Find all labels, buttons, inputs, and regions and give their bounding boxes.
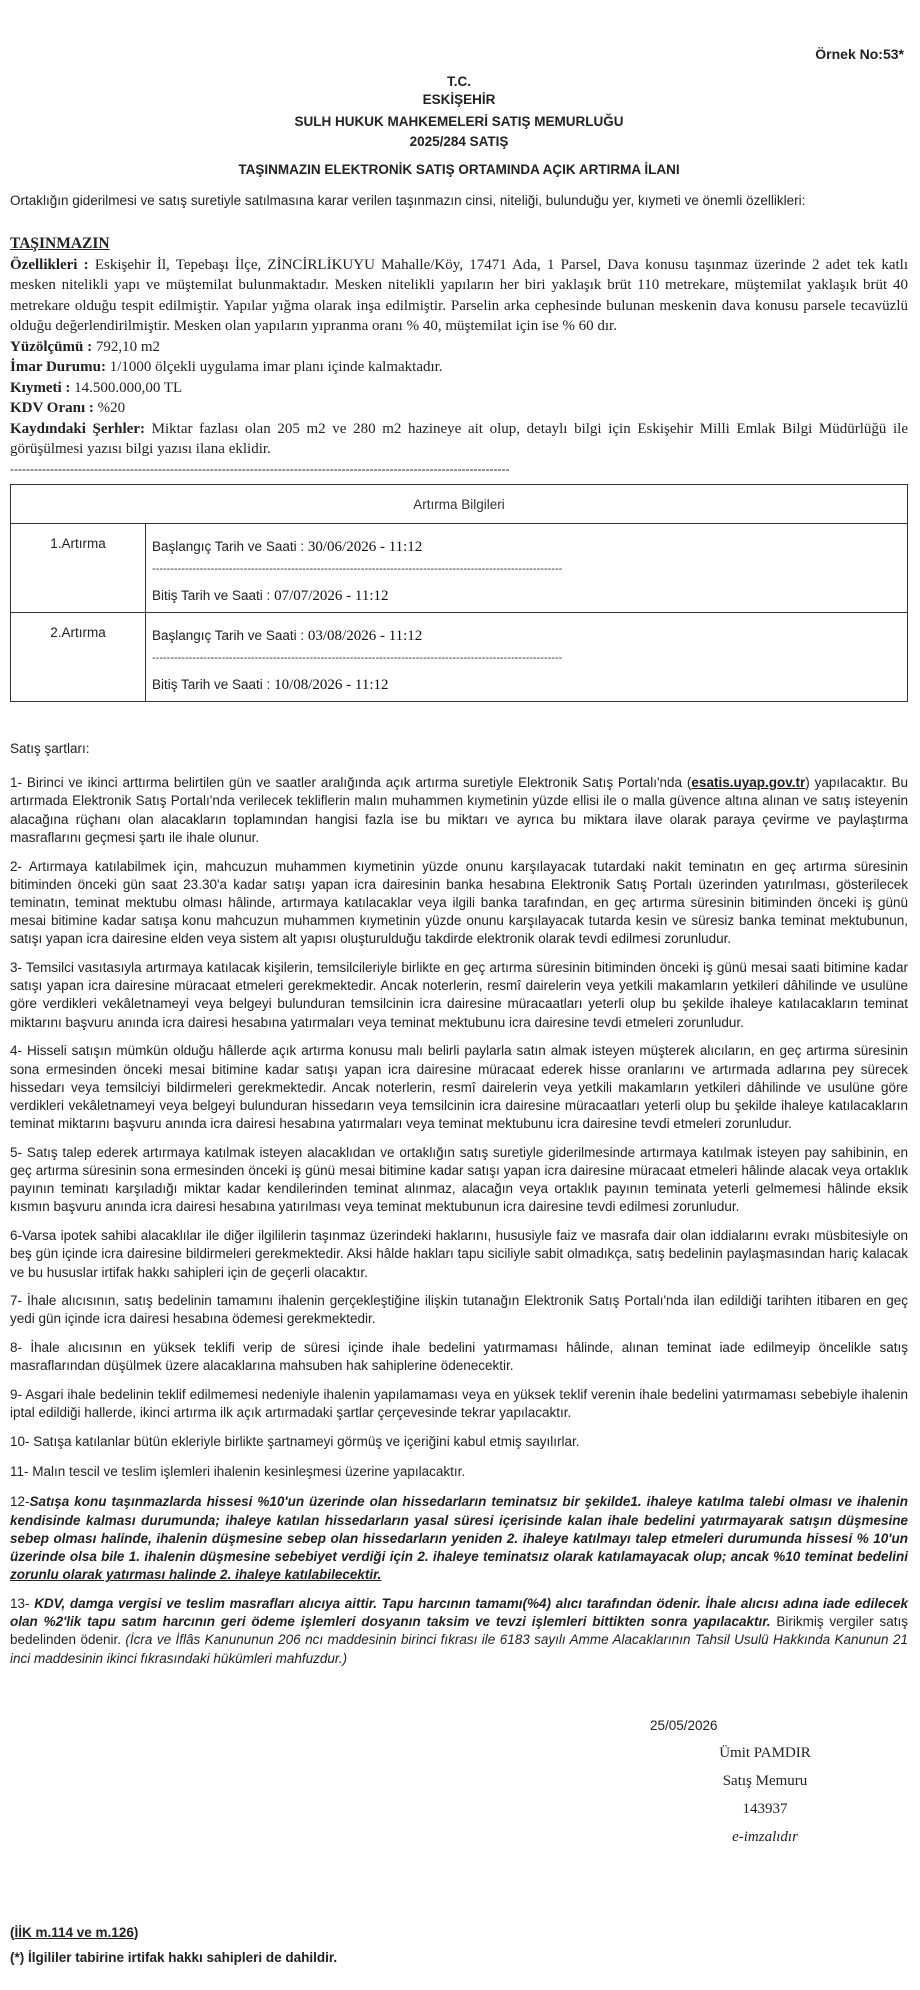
paren-open: ( <box>10 1925 15 1940</box>
signer-name: Ümit PAMDIR <box>719 1745 811 1761</box>
sart-1-text-b: ) yapılacaktır. Bu artırmada Elektronik Satış Portalı'nda verilecek tekliflerin malın muhammen kıymetinin yüzde ellisi ile o malla güvence altına alınan ve satış isteyenin alacağına rüçhanı olan alacakların toplamından hangisi fazla ise bu miktarı ve ayrıca bu miktara ilave olarak paraya çevirme ve paylaştırma masraflarını geçmesi şartı ile ihale olunur. <box>10 775 908 845</box>
intro-text: Ortaklığın giderilmesi ve satış suretiyle satılmasına karar verilen taşınmazın cinsi, niteliği, bulunduğu yer, kıymeti ve önemli özellikleri: <box>10 193 806 208</box>
sartlar-title: Satış şartları: <box>10 741 90 756</box>
row-separator: ---------------------------------------------------------------------------------------------------------------- <box>152 563 563 575</box>
sart-11: 11- Malın tescil ve teslim işlemleri ihalenin kesinleşmesi üzerine yapılacaktır. <box>10 1464 466 1480</box>
artirma-1-dates <box>146 524 908 613</box>
end-label: Bitiş Tarih ve Saati : <box>152 677 271 692</box>
sart-3: 3- Temsilci vasıtasıyla artırmaya katılacak kişilerin, temsilcileriyle birlikte en geç artırma süresinin bitiminden önceki iş günü mesai saati bitimine kadar satışı yapan icra dairesine müracaat etmeleri gerekmektedir. Ancak noterlerin, resmî dairelerin veya yetkili makamların yetkileri dâhilinde ve usulüne göre verdikleri vekâletnameyi veya belgeyi bulunduran temsilcinin icra dairesine müracaatları yeterli olup bu şekilde ihaleye katılacakların teminat miktarını başvuru anında icra dairesi hesabına yatırmaları veya teminat mektubunu icra dairesine tevdi etmeleri zorunludur. <box>10 960 908 1030</box>
footer-law-ref <box>10 1925 138 1940</box>
sart-13-text: Birikmiş vergiler satış bedelinden ödenir. <box>10 1614 908 1648</box>
table-row <box>11 613 908 702</box>
sart-12-underlined: zorunlu olarak yatırması halinde 2. ihaleye katılabilecektir. <box>10 1567 382 1583</box>
artirma-1-label: 1.Artırma <box>11 524 146 613</box>
ozellikleri <box>10 255 908 337</box>
sart-4: 4- Hisseli satışın mümkün olduğu hâllerde açık artırma konusu malı belirli paylarla satın almak isteyen müşterek alıcıların, en geç artırma süresinin sona ermesinden önceki mesai bitimine kadar satışı yapan icra dairesine müracaat ederek hisse oranlarını ve artırmada adlarına pey sürecek hissedarı veya temsilciyi bildirmeleri gerekmektedir. Ancak noterlerin, resmî dairelerin veya yetkili makamların yetkileri dâhilinde ve usulüne göre verdikleri vekâletnameyi veya belgeyi bulunduran hissedarın veya temsilcinin icra dairesine müracaatları yeterli olup bu şekilde ihaleye katılacakların teminat miktarını başvuru anında icra dairesi hesabına yatırmaları veya teminat mektubunu icra dairesine tevdi etmeleri zorunludur. <box>10 1043 908 1132</box>
sart-12 <box>10 1493 908 1584</box>
header-file-no: 2025/284 SATIŞ <box>409 134 509 149</box>
signer-number: 143937 <box>742 1801 788 1817</box>
end-datetime: 07/07/2026 - 11:12 <box>274 588 389 604</box>
artirma-2-label: 2.Artırma <box>11 613 146 702</box>
sart-12-text: Satışa konu taşınmazlarda hissesi %10'un üzerinde olan hissedarların teminatsız bir şekilde1. ihaleye katılma talebi olması ve ihalenin kendisinde kalması durumunda; ihaleye katılan hissedarların yasal süresi içerisinde kalan ihale bedelini yatırmayarak satışın düşmesine sebep olması halinde, ihalenin düşmesine sebep olan hissedarların yeniden 2. ihaleye katılmayı talep etmeleri durumunda hissesi % 10'un üzerinde olsa bile 1. ihalenin düşmesine sebebiyet verdiği için 2. ihaleye teminatsız olarak katılamayacak olup; ancak %10 teminat bedelini <box>10 1494 908 1565</box>
sart-1 <box>10 774 908 847</box>
kiymeti-label: Kıymeti : <box>10 379 71 396</box>
imar-label: İmar Durumu: <box>10 359 106 375</box>
sart-13-num: 13- <box>10 1595 35 1611</box>
paren-close: ) <box>133 1925 139 1940</box>
law-ref-link[interactable]: İİK m.114 ve m.126 <box>14 1925 134 1940</box>
tasinmaz-section <box>10 234 908 460</box>
yuzolcumu <box>10 337 908 358</box>
header-city: ESKİŞEHİR <box>422 92 496 107</box>
kdv-value: %20 <box>97 400 126 416</box>
sart-1-text-a: 1- Birinci ve ikinci arttırma belirtilen gün ve saatler aralığında açık artırma suretiyle Elektronik Satış Portalı'nda ( <box>10 775 692 791</box>
ozellikleri-label: Özellikleri : <box>10 256 89 273</box>
kaydindaki-serhler <box>10 419 908 460</box>
imar-durumu <box>10 357 908 378</box>
sart-13-bold: KDV, damga vergisi ve teslim masrafları alıcıya aittir. Tapu harcının tamamı(%4) alıcı tarafından ödenir. İhale alıcısı adına iade edilecek olan %2'lik tapu satım harcının geri ödeme işlemleri dosyanın taksim ve tevzi işlemleri bittikten sonra yapılacaktır. <box>10 1595 908 1630</box>
kiymeti-value: 14.500.000,00 TL <box>74 379 183 396</box>
sart-2: 2- Artırmaya katılabilmek için, mahcuzun muhammen kıymetinin yüzde onunu karşılayacak tutardaki nakit teminatın en geç artırma süresinin bitiminden önceki gün saat 23.30'a kadar satışı yapan icra dairesinin banka hesabına Elektronik Satış Portalı üzerinden yatırılması, gösterilecek teminatın, teminat mektubu olması hâlinde, artırmaya katılacaklar veya ilgili banka tarafından, en geç artırma süresinin bitiminden önceki iş günü mesai bitimine kadar satışa konu mahcuzun muhammen kıymetinin yüzde onunu karşılayacak tutarda kesin ve süresiz banka teminat mektubunun, satışı yapan icra dairesine elden veya sistem alt yapısı oluşturulduğu takdirde elektronik olarak tevdi edilmesi zorunludur. <box>10 858 908 947</box>
sart-7: 7- İhale alıcısının, satış bedelinin tamamını ihalenin gerçekleştiğine ilişkin tutanağın Elektronik Satış Portalı'nda ilan edildiği tarihten itibaren en geç yedi gün içinde icra dairesi hesabına ödemesi gerekmektedir. <box>10 1293 908 1327</box>
end-label: Bitiş Tarih ve Saati : <box>152 588 271 603</box>
imar-value: 1/1000 ölçekli uygulama imar planı içinde kalmaktadır. <box>109 359 443 375</box>
sart-8: 8- İhale alıcısının en yüksek teklifi verip de süresi içinde ihale bedelini yatırmaması hâlinde, alınan teminat iade edilmeyip öncelikle satış masraflarından düşülmek üzere alacaklarına mahsuben hak sahiplerine ödenecektir. <box>10 1340 908 1374</box>
row-separator: ---------------------------------------------------------------------------------------------------------------- <box>152 652 563 664</box>
header-tc: T.C. <box>446 74 471 89</box>
kayd-label: Kaydındaki Şerhler: <box>10 420 145 437</box>
signer-title: Satış Memuru <box>722 1773 808 1789</box>
kdv-orani <box>10 398 908 419</box>
sart-13 <box>10 1595 908 1668</box>
sart-13-italic: (İcra ve İflâs Kanununun 206 ncı maddesinin birinci fıkrası ile 6183 sayılı Amme Alacaklarının Tahsil Usulü Hakkında Kanunun 21 inci maddesinin ikinci fıkrasındaki hükümleri mahfuzdur.) <box>10 1632 908 1666</box>
kayd-value: Miktar fazlası olan 205 m2 ve 280 m2 hazineye ait olup, detaylı bilgi için Eskişehir Milli Emlak Bilgi Müdürlüğü ile görüşülmesi yazısı bilgi yazısı ilana eklidir. <box>10 420 909 457</box>
document-title: TAŞINMAZIN ELEKTRONİK SATIŞ ORTAMINDA AÇIK ARTIRMA İLANI <box>238 162 680 177</box>
sart-6: 6-Varsa ipotek sahibi alacaklılar ile diğer ilgililerin taşınmaz üzerindeki haklarını, hususiyle faiz ve masrafa dair olan iddialarını evrakı müsbitesiyle on beş gün içinde icra dairesine bildirmeleri gerekmektedir. Aksi hâlde hakları tapu siciliyle sabit olmadıkça, satış bedelinin paylaşmasından hariç kalacak ve bu hususlar irtifak hakkı sahipleri için de geçerli olacaktır. <box>10 1228 908 1280</box>
signature-date: 25/05/2026 <box>650 1718 718 1733</box>
start-datetime: 30/06/2026 - 11:12 <box>307 539 423 555</box>
start-label: Başlangıç Tarih ve Saati : <box>152 539 305 554</box>
yuzolcumu-value: 792,10 m2 <box>95 338 161 355</box>
ornek-no: Örnek No:53* <box>815 46 904 62</box>
artirma-table <box>10 484 908 702</box>
start-label: Başlangıç Tarih ve Saati : <box>152 628 305 643</box>
yuzolcumu-label: Yüzölçümü : <box>10 338 93 355</box>
sart-9: 9- Asgari ihale bedelinin teklif edilmemesi nedeniyle ihalenin yapılamaması veya en yüksek teklif verenin ihale bedelini yatırmaması sebebiyle ihalenin iptal edildiği hallerde, ikinci artırma ilk açık artırmadaki şartlar çerçevesinde tekrar yapılacaktır. <box>10 1387 908 1421</box>
dashed-divider: ----------------------------------------------------------------------------------------------------------------------------- <box>10 462 510 476</box>
sart-5: 5- Satış talep ederek artırmaya katılmak isteyen alacaklıdan ve ortaklığın satış suretiyle giderilmesinde artırmaya katılmak isteyen pay sahibinin, en geç artırma süresinin sona ermesinden önceki iş günü mesai bitimine kadar satışı yapan icra dairesine müracaat etmeleri hâlinde alacak veya ortaklık payının teminatı karşıladığı miktar kadar kendilerinden teminat alınmaz, alacağın veya ortaklık payının teminata yeterli gelmemesi hâlinde eksik kısmın başvuru anında icra dairesi hesabına yatırılması veya teminat mektubunun icra dairesine tevdi edilmesi zorunludur. <box>10 1144 908 1215</box>
artirma-2-dates <box>146 613 908 702</box>
e-signature-note: e-imzalıdır <box>732 1829 798 1845</box>
satis-sartlari <box>10 740 908 1678</box>
sart-10: 10- Satışa katılanlar bütün ekleriyle birlikte şartnameyi görmüş ve içeriğini kabul etmiş sayılırlar. <box>10 1434 580 1449</box>
end-datetime: 10/08/2026 - 11:12 <box>274 677 389 693</box>
tasinmaz-title: TAŞINMAZIN <box>10 235 110 252</box>
kiymeti <box>10 378 908 399</box>
sart-12-num: 12- <box>10 1494 30 1510</box>
footer-note: (*) İlgililer tabirine irtifak hakkı sahipleri de dahildir. <box>10 1950 338 1965</box>
header-office: SULH HUKUK MAHKEMELERİ SATIŞ MEMURLUĞU <box>294 114 624 129</box>
artirma-table-header: Artırma Bilgileri <box>11 485 908 524</box>
start-datetime: 03/08/2026 - 11:12 <box>307 628 423 644</box>
kdv-label: KDV Oranı : <box>10 400 94 416</box>
table-row <box>11 524 908 613</box>
esatis-link[interactable]: esatis.uyap.gov.tr <box>691 775 806 791</box>
ozellikleri-value: Eskişehir İl, Tepebaşı İlçe, ZİNCİRLİKUYU Mahalle/Köy, 17471 Ada, 1 Parsel, Dava konusu taşınmaz üzerinde 2 adet tek katlı mesken nitelikli yapı ve müştemilat bulunmaktadır. Mesken nitelikli yapıların her biri yaklaşık brüt 110 metrekare, müştemilat yaklaşık brüt 40 metrekare olduğu tespit edilmiştir. Yapılar yığma olarak inşa edilmiştir. Parselin arka cephesinde bulunan meskenin dava konusu parsele tecavüzlü olduğu değerlendirilmiştir. Mesken olan yapıların yıpranma oranı % 40, müştemilat için ise % 60 dır. <box>10 256 909 334</box>
